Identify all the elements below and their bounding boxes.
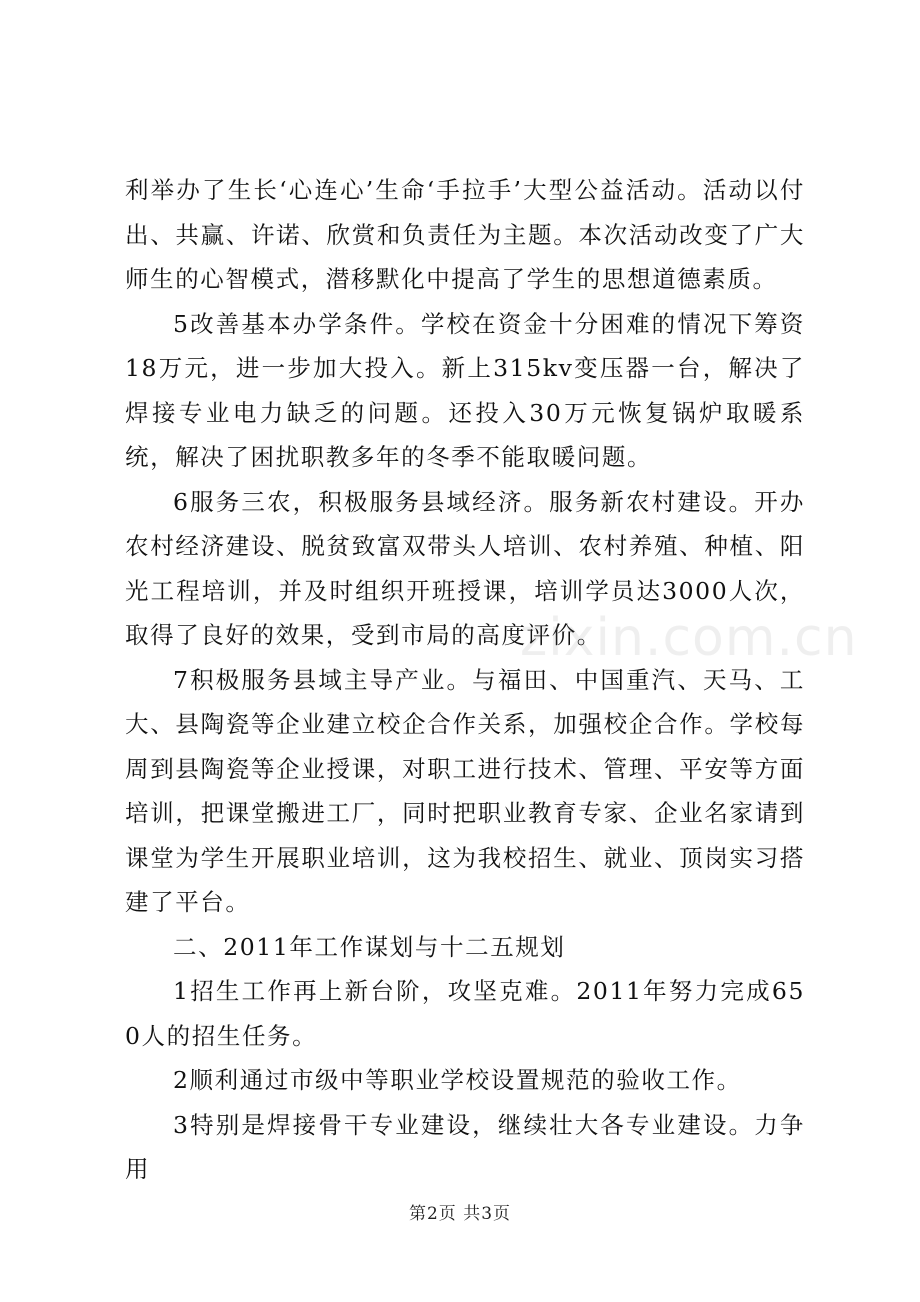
watermark: zixin.com.cn <box>520 608 858 668</box>
section-heading: 二、2011年工作谋划与十二五规划 <box>173 932 566 961</box>
paragraph-1: 利举办了生长‘心连心’生命‘手拉手’大型公益活动。活动以付出、共赢、许诺、欣赏和负责任为主题。本次活动改变了广大师生的心智模式，潜移默化中提高了学生的思想道德素质。 <box>125 176 805 293</box>
document-body <box>125 168 805 1192</box>
page-footer: 第2页 共3页 <box>408 1204 512 1224</box>
paragraph-7: 2顺利通过市级中等职业学校设置规范的验收工作。 <box>173 1066 742 1094</box>
paragraph-6: 1招生工作再上新台阶，攻坚克难。2011年努力完成650人的招生任务。 <box>125 977 805 1050</box>
paragraph-3: 6服务三农，积极服务县域经济。服务新农村建设。开办农村经济建设、脱贫致富双带头人培训、农村养殖、种植、阳光工程培训，并及时组织开班授课，培训学员达3000人次，取得了良好的效果，受到市局的高度评价。 <box>125 487 805 649</box>
paragraph-8: 3特别是焊接骨干专业建设，继续壮大各专业建设。力争用 <box>125 1110 805 1183</box>
paragraph-4: 7积极服务县域主导产业。与福田、中国重汽、天马、工大、县陶瓷等企业建立校企合作关系，加强校企合作。学校每周到县陶瓷等企业授课，对职工进行技术、管理、平安等方面培训，把课堂搬进工厂，同时把职业教育专家、企业名家请到课堂为学生开展职业培训，这为我校招生、就业、顶岗实习搭建了平台。 <box>125 665 805 916</box>
paragraph-2: 5改善基本办学条件。学校在资金十分困难的情况下筹资18万元，进一步加大投入。新上315kv变压器一台，解决了焊接专业电力缺乏的问题。还投入30万元恢复锅炉取暖系统，解决了困扰职教多年的冬季不能取暖问题。 <box>125 309 805 471</box>
